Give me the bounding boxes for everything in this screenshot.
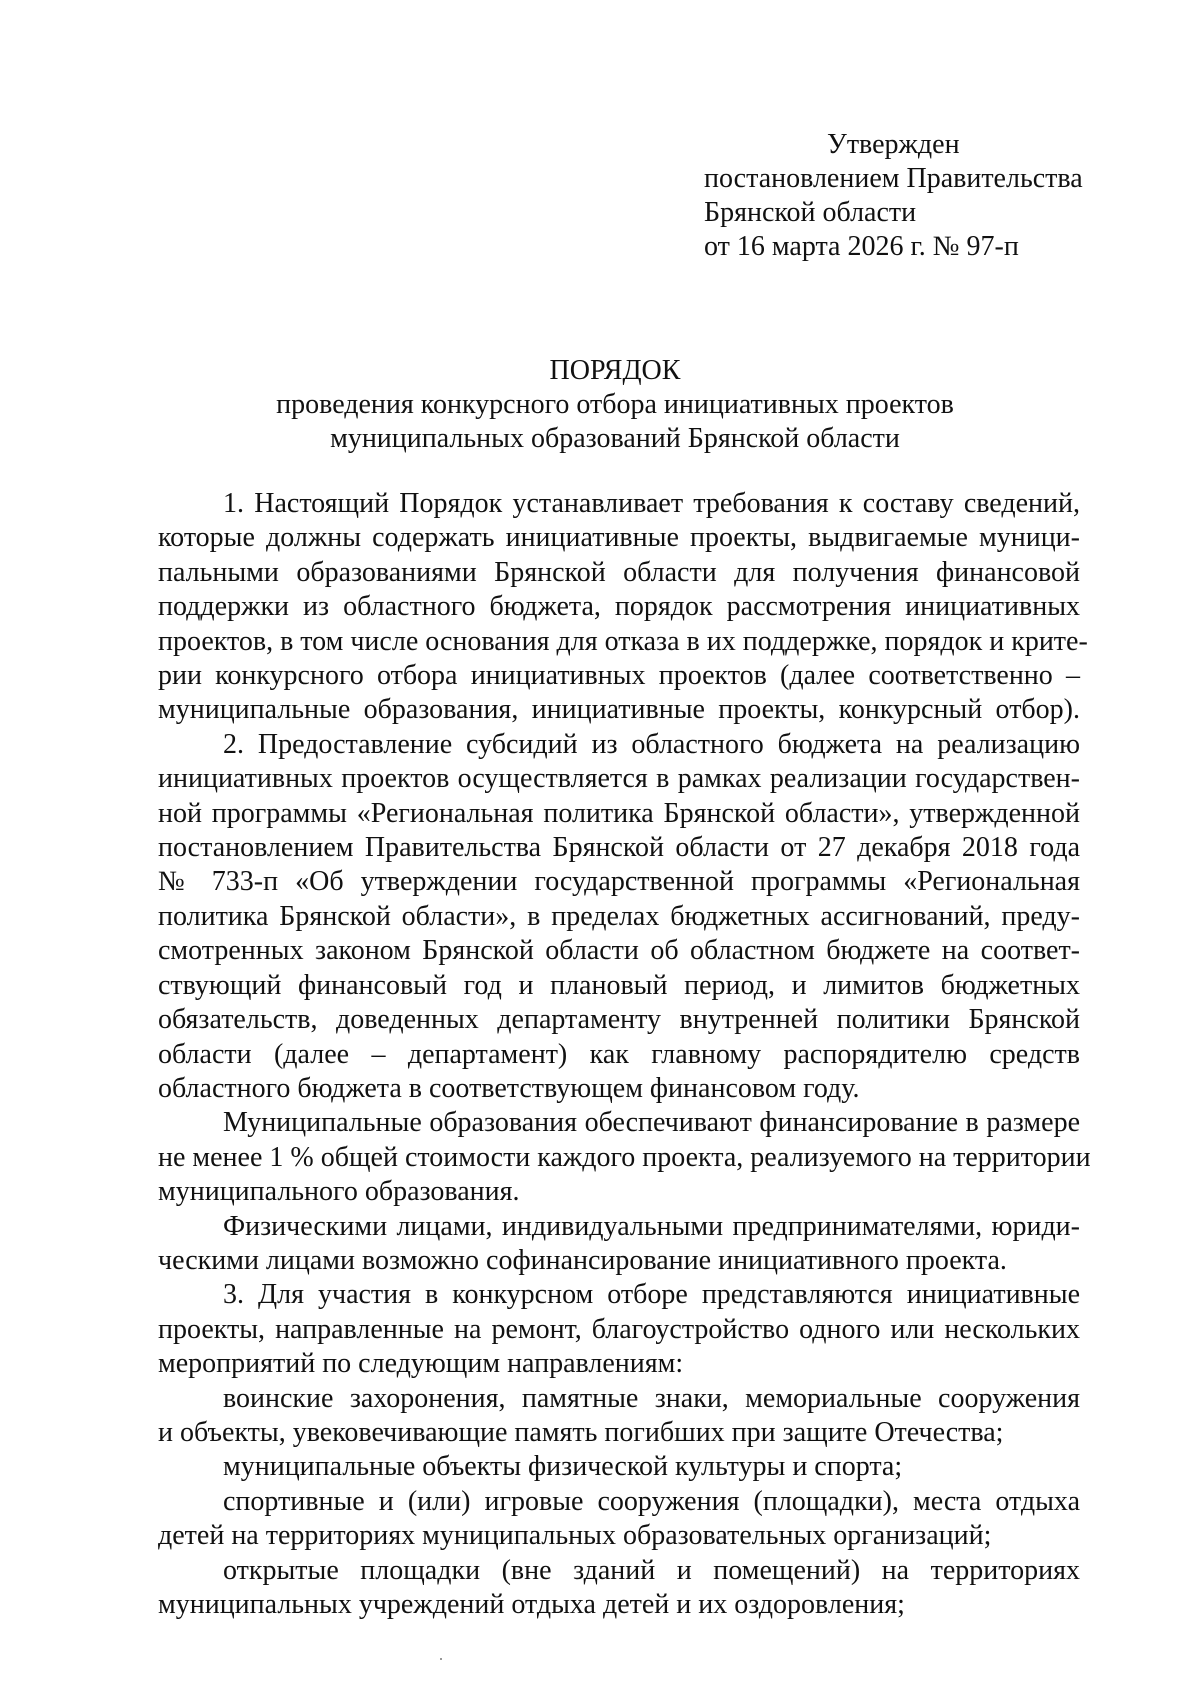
- body-line: проектов, в том числе основания для отказа в их поддержке, порядок и крите-: [158, 625, 1088, 657]
- body-line: ной программы «Региональная политика Брянской области», утвержденной: [158, 797, 1080, 829]
- body-line: которые должны содержать инициативные проекты, выдвигаемые муници-: [158, 522, 1080, 554]
- body-line: Муниципальные образования обеспечивают финансирование в размере: [223, 1107, 1080, 1139]
- body-line: не менее 1 % общей стоимости каждого проекта, реализуемого на территории: [158, 1141, 1091, 1173]
- body-line: воинские захоронения, памятные знаки, мемориальные сооружения: [223, 1382, 1080, 1414]
- body-line: смотренных законом Брянской области об областном бюджете на соответ-: [158, 935, 1080, 967]
- scan-speck: [440, 1658, 442, 1660]
- body-line: муниципальных учреждений отдыха детей и их оздоровления;: [158, 1589, 905, 1620]
- body-line: ствующий финансовый год и плановый период, и лимитов бюджетных: [158, 969, 1080, 1001]
- approval-line: от 16 марта 2026 г. № 97-п: [704, 231, 1019, 262]
- title-heading: ПОРЯДОК: [549, 355, 681, 386]
- body-line: рии конкурсного отбора инициативных проектов (далее соответственно –: [158, 660, 1080, 692]
- body-line: 2. Предоставление субсидий из областного бюджета на реализацию: [223, 728, 1080, 760]
- body-line: проекты, направленные на ремонт, благоустройство одного или нескольких: [158, 1313, 1080, 1345]
- body-line: открытые площадки (вне зданий и помещений) на территориях: [223, 1554, 1080, 1586]
- body-line: ческими лицами возможно софинансирование инициативного проекта.: [158, 1244, 1007, 1276]
- body-line: № 733-п «Об утверждении государственной программы «Региональная: [158, 866, 1080, 898]
- approval-line: постановлением Правительства: [704, 163, 1083, 194]
- body-line: политика Брянской области», в пределах бюджетных ассигнований, преду-: [158, 900, 1080, 932]
- body-line: области (далее – департамент) как главному распорядителю средств: [158, 1038, 1080, 1070]
- body-line: 1. Настоящий Порядок устанавливает требования к составу сведений,: [223, 488, 1080, 519]
- document-title: [150, 354, 1080, 456]
- body-line: Физическими лицами, индивидуальными предпринимателями, юриди-: [223, 1210, 1080, 1242]
- body-line: пальными образованиями Брянской области для получения финансовой: [158, 556, 1080, 588]
- title-subtitle-line: муниципальных образований Брянской области: [330, 423, 900, 454]
- approval-line: Утвержден: [827, 129, 960, 160]
- body-line: детей на территориях муниципальных образовательных организаций;: [158, 1520, 992, 1552]
- body-line: спортивные и (или) игровые сооружения (площадки), места отдыха: [223, 1485, 1080, 1517]
- body-line: 3. Для участия в конкурсном отборе представляются инициативные: [223, 1279, 1080, 1311]
- body-line: мероприятий по следующим направлениям:: [158, 1348, 684, 1380]
- body-line: инициативных проектов осуществляется в рамках реализации государствен-: [158, 763, 1080, 795]
- body-line: поддержки из областного бюджета, порядок рассмотрения инициативных: [158, 591, 1080, 623]
- body-line: областного бюджета в соответствующем финансовом году.: [158, 1072, 860, 1104]
- body-line: постановлением Правительства Брянской области от 27 декабря 2018 года: [158, 832, 1080, 864]
- body-line: обязательств, доведенных департаменту внутренней политики Брянской: [158, 1004, 1080, 1036]
- body-line: муниципальные образования, инициативные проекты, конкурсный отбор).: [158, 694, 1080, 726]
- body-line: муниципального образования.: [158, 1176, 520, 1208]
- body-line: и объекты, увековечивающие память погибших при защите Отечества;: [158, 1416, 1004, 1448]
- body-line: муниципальные объекты физической культуры и спорта;: [223, 1451, 903, 1483]
- document-body: [158, 487, 1091, 1622]
- title-subtitle-line: проведения конкурсного отбора инициативных проектов: [276, 389, 954, 420]
- approval-line: Брянской области: [704, 197, 917, 228]
- approval-stamp: [704, 128, 1083, 264]
